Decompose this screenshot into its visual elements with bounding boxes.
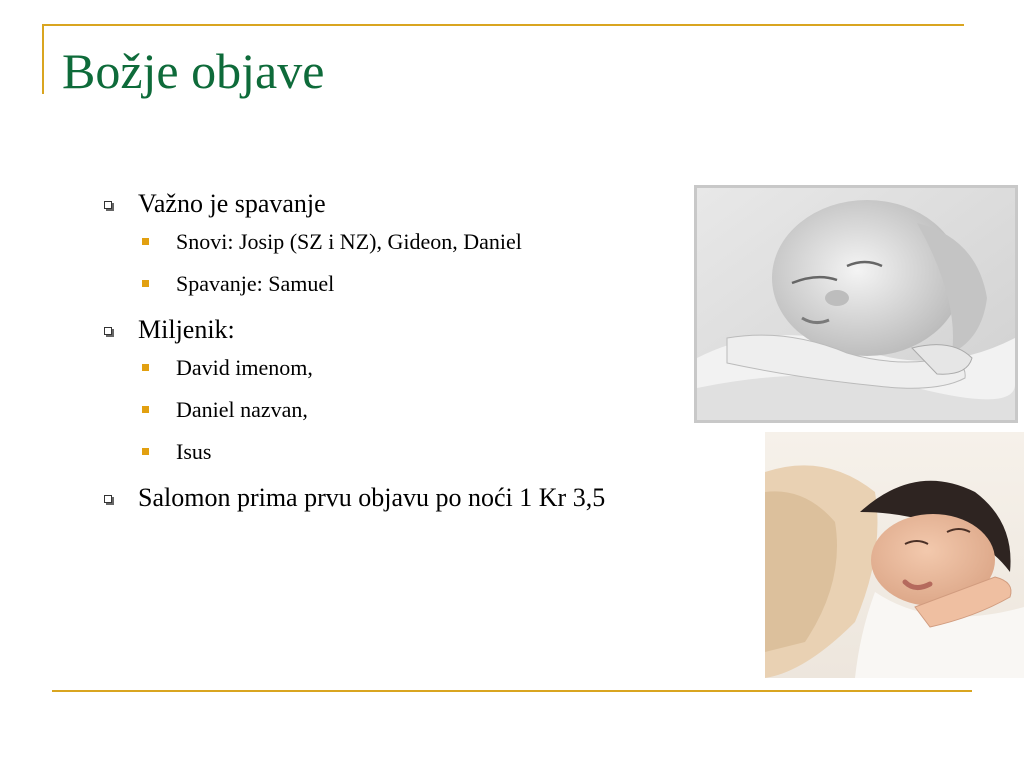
sub-bullet-text: Isus <box>176 439 212 464</box>
square-bullet-icon <box>142 448 149 455</box>
title-frame-left-line <box>42 24 44 94</box>
sub-bullet-text: David imenom, <box>176 355 313 380</box>
bullet-item <box>98 312 668 348</box>
bullet-text: Važno je spavanje <box>138 189 326 218</box>
square-bullet-icon <box>142 280 149 287</box>
square-bullet-icon <box>142 406 149 413</box>
bullet-item <box>98 480 668 516</box>
sub-list <box>98 228 668 298</box>
sub-bullet-item <box>98 354 668 382</box>
sub-bullet-text: Spavanje: Samuel <box>176 271 335 296</box>
sub-bullet-text: Daniel nazvan, <box>176 397 308 422</box>
sleeping-baby-photo <box>694 185 1018 423</box>
bullet-text: Miljenik: <box>138 315 235 344</box>
bullet-text: Salomon prima prvu objavu po noći 1 Kr 3,5 <box>138 483 606 512</box>
sub-list <box>98 354 668 466</box>
hollow-square-bullet-icon <box>104 201 112 209</box>
hollow-square-bullet-icon <box>104 327 112 335</box>
title-frame-top-line <box>42 24 964 26</box>
sub-bullet-text: Snovi: Josip (SZ i NZ), Gideon, Daniel <box>176 229 522 254</box>
slide-title: Božje objave <box>62 43 325 99</box>
sleeping-baby-illustration <box>697 188 1015 420</box>
square-bullet-icon <box>142 364 149 371</box>
sub-bullet-item <box>98 438 668 466</box>
sleeping-woman-illustration <box>765 432 1024 678</box>
hollow-square-bullet-icon <box>104 495 112 503</box>
slide-content <box>98 186 668 522</box>
sub-bullet-item <box>98 270 668 298</box>
sub-bullet-item <box>98 228 668 256</box>
sub-bullet-item <box>98 396 668 424</box>
bullet-item <box>98 186 668 222</box>
bottom-divider-line <box>52 690 972 692</box>
sleeping-woman-photo <box>765 432 1024 678</box>
square-bullet-icon <box>142 238 149 245</box>
